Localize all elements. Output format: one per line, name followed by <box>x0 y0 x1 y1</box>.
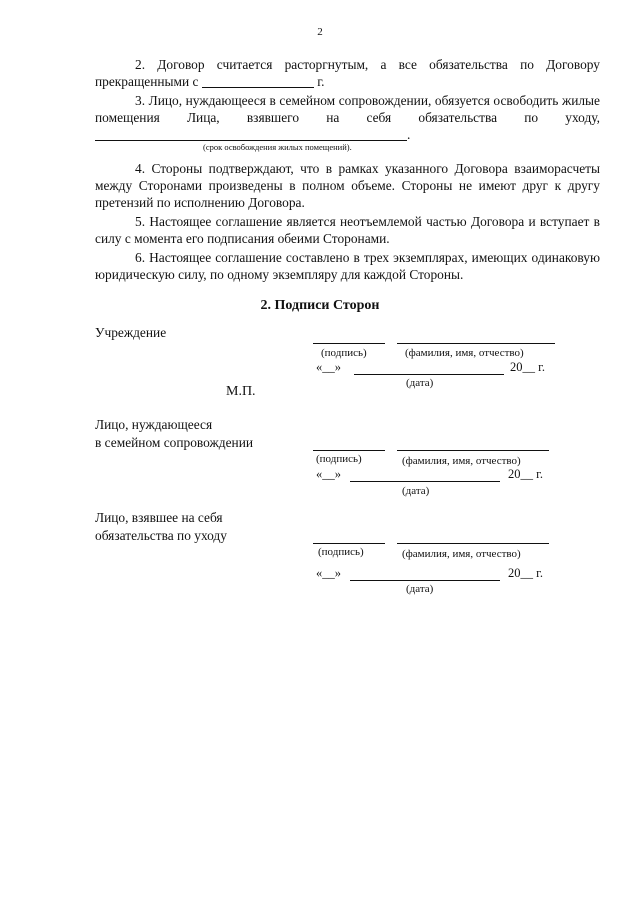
paragraph-3 <box>95 92 600 152</box>
paragraph-2 <box>95 56 600 90</box>
paragraph-5: 5. Настоящее соглашение является неотъемлемой частью Договора и вступает в силу с момента его подписания обеими Сторонами. <box>95 214 600 246</box>
institution-year: 20__ г. <box>510 360 545 374</box>
institution-date-caption: (дата) <box>406 377 434 389</box>
institution-name-line[interactable] <box>397 343 555 344</box>
institution-signature-caption: (подпись) <box>321 347 367 359</box>
party-family-label-line1: Лицо, нуждающееся <box>95 417 213 432</box>
family-date-caption: (дата) <box>402 485 430 497</box>
paragraph-6: 6. Настоящее соглашение составлено в трех экземплярах, имеющих одинаковую юридическую силу, по одному экземпляру для каждой Стороны. <box>95 250 600 282</box>
caregiver-signature-caption: (подпись) <box>318 546 364 558</box>
paragraph-3-end: . <box>407 127 411 142</box>
institution-day-field[interactable]: «__» <box>316 360 341 374</box>
party-family-label <box>95 416 253 452</box>
paragraph-3-text: 3. Лицо, нуждающееся в семейном сопровождении, обязуется освободить жилые помещения Лица, взявшего на себя обязательства по уходу, <box>95 93 600 125</box>
paragraph-4: 4. Стороны подтверждают, что в рамках указанного Договора взаиморасчеты между Сторонами произведены в полном объеме. Стороны не имеют друг к другу претензий по исполнению Договора. <box>95 161 600 210</box>
institution-signature-line[interactable] <box>313 343 385 344</box>
caregiver-year: 20__ г. <box>508 566 543 580</box>
termination-date-field[interactable] <box>202 75 314 88</box>
vacate-deadline-hint: (срок освобождения жилых помещений). <box>203 142 352 152</box>
stamp-placeholder: М.П. <box>226 384 256 399</box>
party-caregiver-label-line2: обязательства по уходу <box>95 528 227 543</box>
party-institution-label <box>95 324 166 342</box>
family-name-line[interactable] <box>397 450 549 451</box>
family-day-field[interactable]: «__» <box>316 467 341 481</box>
party-family-label-line2: в семейном сопровождении <box>95 435 254 450</box>
party-caregiver-label-line1: Лицо, взявшее на себя <box>95 510 223 525</box>
agreement-text <box>95 56 600 283</box>
caregiver-name-caption: (фамилия, имя, отчество) <box>402 548 521 560</box>
paragraph-2-end: г. <box>317 74 325 89</box>
paragraph-2-text: 2. Договор считается расторгнутым, а все обязательства по Договору прекращенными с <box>95 57 600 89</box>
family-month-line[interactable] <box>350 481 500 482</box>
signatures-title: 2. Подписи Сторон <box>260 298 380 313</box>
institution-month-line[interactable] <box>354 374 504 375</box>
caregiver-name-line[interactable] <box>397 543 549 544</box>
party-caregiver-label <box>95 509 227 545</box>
caregiver-month-line[interactable] <box>350 580 500 581</box>
page-number: 2 <box>317 26 323 38</box>
vacate-deadline-field[interactable] <box>95 128 407 141</box>
institution-name-caption: (фамилия, имя, отчество) <box>405 347 524 359</box>
family-signature-caption: (подпись) <box>316 453 362 465</box>
family-signature-line[interactable] <box>313 450 385 451</box>
party-institution-label-line1: Учреждение <box>95 325 167 340</box>
family-name-caption: (фамилия, имя, отчество) <box>402 455 521 467</box>
family-year: 20__ г. <box>508 467 543 481</box>
caregiver-signature-line[interactable] <box>313 543 385 544</box>
caregiver-date-caption: (дата) <box>406 583 434 595</box>
caregiver-day-field[interactable]: «__» <box>316 566 341 580</box>
